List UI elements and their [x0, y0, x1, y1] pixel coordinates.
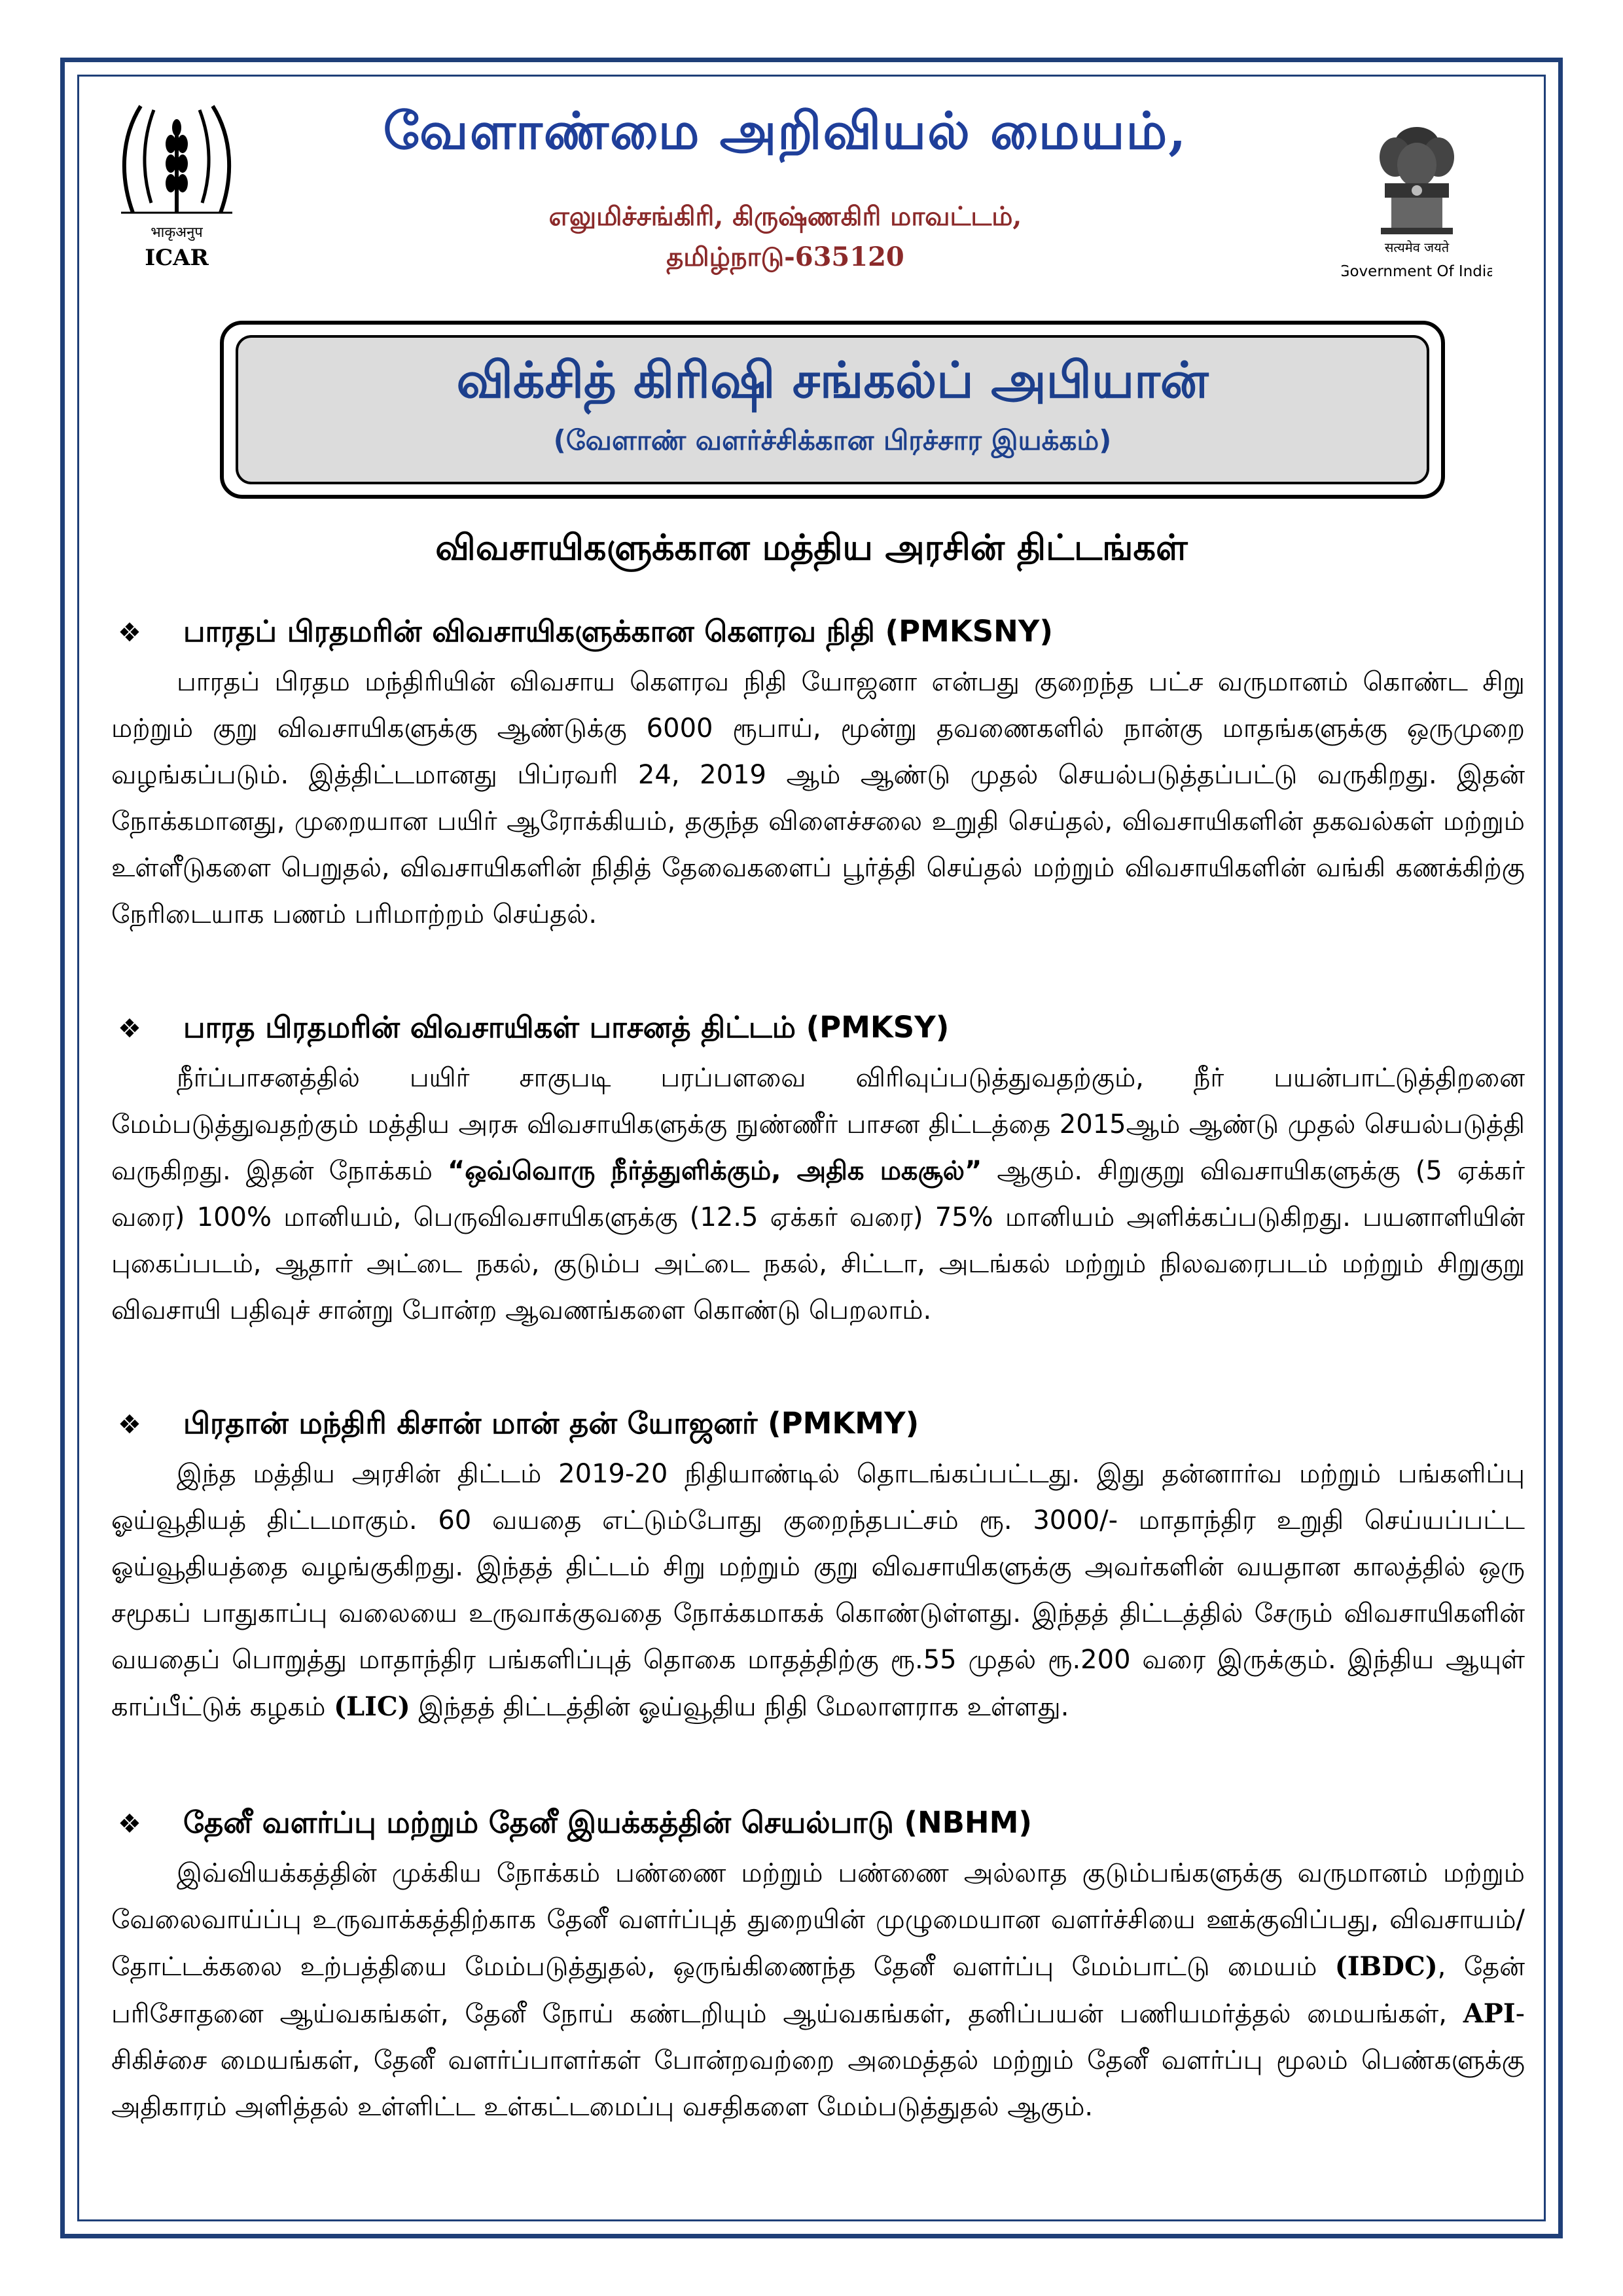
body-emphasis: (IBDC) [1334, 1951, 1438, 1982]
body-text: ஆகும். சிறுகுறு விவசாயிகளுக்கு (5 ஏக்கர் வரை) 100% மானியம், பெருவிவசாயிகளுக்கு (12.5 ஏக்கர் வரை) 75% மானியம் அளிக்கப்படுகிறது. பயனாளியின் புகைப்படம், ஆதார் அட்டை நகல், குடும்ப அட்டை நகல், சிட்டா, அடங்கல் மற்றும் நிலவரைபடம் மற்றும் சிறுகுறு விவசாயி பதிவுச் சான்று போன்ற ஆவணங்களை கொண்டு பெறலாம். [111, 1156, 1525, 1325]
emblem-motto: सत्यमेव जयते [1384, 240, 1450, 255]
address-line-1: எலுமிச்சங்கிரி, கிருஷ்ணகிரி மாவட்டம், [548, 201, 1022, 232]
body-text: இந்த மத்திய அரசின் திட்டம் 2019-20 நிதியாண்டில் தொடங்கப்பட்டது. இது தன்னார்வ மற்றும் பங்களிப்பு ஓய்வூதியத் திட்டமாகும். 60 வயதை எட்டும்போது குறைந்தபட்சம் ரூ. 3000/- மாதாந்திர உறுதி செய்யப்பட்ட ஓய்வூதியத்தை வழங்குகிறது. இந்தத் திட்டம் சிறு மற்றும் குறு விவசாயிகளுக்கு அவர்களின் வயதான காலத்தில் ஒரு சமூகப் பாதுகாப்பு வலையை உருவாக்குவதை நோக்கமாகக் கொண்டுள்ளது. இந்தத் திட்டத்தில் சேரும் விவசாயிகளின் வயதைப் பொறுத்து மாதாந்திர பங்களிப்புத் தொகை மாதத்திற்கு ரூ.55 முதல் ரூ.200 வரை இருக்கும். இந்திய ஆயுள் காப்பீட்டுக் கழகம் [111, 1459, 1525, 1722]
diamond-bullet-icon: ❖ [118, 1809, 141, 1839]
scheme-section-pmksny [111, 605, 1525, 938]
page-heading: விவசாயிகளுக்கான மத்திய அரசின் திட்டங்கள் [435, 527, 1188, 568]
section-heading-text: பாரதப் பிரதமரின் விவசாயிகளுக்கான கௌரவ நிதி (PMKSNY) [183, 614, 1053, 649]
section-heading [111, 605, 1525, 658]
diamond-bullet-icon: ❖ [118, 1014, 141, 1044]
section-heading-text: பாரத பிரதமரின் விவசாயிகள் பாசனத் திட்டம் (PMKSY) [183, 1010, 950, 1045]
section-heading [111, 1001, 1525, 1054]
section-heading-text: பிரதான் மந்திரி கிசான் மான் தன் யோஜனர் (PMKMY) [183, 1406, 919, 1441]
org-title: வேளாண்மை அறிவியல் மையம், [383, 101, 1188, 161]
section-heading-text: தேனீ வளர்ப்பு மற்றும் தேனீ இயக்கத்தின் செயல்பாடு (NBHM) [183, 1805, 1032, 1840]
scheme-section-pmkmy [111, 1397, 1525, 1731]
body-emphasis: API [1463, 1998, 1516, 2029]
address-line-2: தமிழ்நாடு-635120 [666, 242, 904, 272]
government-emblem [1342, 118, 1492, 288]
body-text: இவ்வியக்கத்தின் முக்கிய நோக்கம் பண்ணை மற்றும் பண்ணை அல்லாத குடும்பங்களுக்கு வருமானம் மற்றும் வேலைவாய்ப்பு உருவாக்கத்திற்காக தேனீ வளர்ப்புத் துறையின் முழுமையான வளர்ச்சியை ஊக்குவிப்பது, விவசாயம்/தோட்டக்கலை உற்பத்தியை மேம்படுத்துதல், ஒருங்கிணைந்த தேனீ வளர்ப்பு மேம்பாட்டு மையம் [111, 1858, 1525, 1982]
body-text: இந்தத் திட்டத்தின் ஓய்வூதிய நிதி மேலாளராக உள்ளது. [410, 1692, 1069, 1722]
body-text: , தேன் பரிசோதனை ஆய்வகங்கள், தேனீ நோய் கண்டறியும் ஆய்வகங்கள், தனிப்பயன் பணியமர்த்தல் மையங்கள், [111, 1952, 1525, 2029]
icar-emblem-icon [108, 98, 245, 281]
government-of-india-label: Government Of India [1342, 263, 1492, 280]
section-heading [111, 1797, 1525, 1849]
section-body [111, 1850, 1525, 2130]
campaign-banner-inner [236, 335, 1429, 484]
section-body: பாரதப் பிரதம மந்திரியின் விவசாய கௌரவ நிதி யோஜனா என்பது குறைந்த பட்ச வருமானம் கொண்ட சிறு மற்றும் குறு விவசாயிகளுக்கு ஆண்டுக்கு 6000 ரூபாய், மூன்று தவணைகளில் நான்கு மாதங்களுக்கு ஒருமுறை வழங்கப்படும். இத்திட்டமானது பிப்ரவரி 24, 2019 ஆம் ஆண்டு முதல் செயல்படுத்தப்பட்டு வருகிறது. இதன் நோக்கமானது, முறையான பயிர் ஆரோக்கியம், தகுந்த விளைச்சலை உறுதி செய்தல், விவசாயிகளின் தகவல்கள் மற்றும் உள்ளீடுகளை பெறுதல், விவசாயிகளின் நிதித் தேவைகளைப் பூர்த்தி செய்தல் மற்றும் விவசாயிகளின் வங்கி கணக்கிற்கு நேரிடையாக பணம் பரிமாற்றம் செய்தல். [111, 667, 1525, 929]
org-address [262, 196, 1309, 278]
diamond-bullet-icon: ❖ [118, 1410, 141, 1440]
section-body [111, 1055, 1525, 1334]
icar-hindi-label: भाकृअनुप [151, 224, 203, 241]
body-text: நீர்ப்பாசனத்தில் பயிர் சாகுபடி பரப்பளவை விரிவுப்படுத்துவதற்கும், நீர் பயன்பாட்டுத்திறனை மேம்படுத்துவதற்கும் மத்திய அரசு விவசாயிகளுக்கு நுண்ணீர் பாசன திட்டத்தை 2015ஆம் ஆண்டு முதல் செயல்படுத்தி வருகிறது. இதன் நோக்கம் [111, 1063, 1525, 1186]
section-body [111, 1451, 1525, 1731]
icar-logo [108, 98, 245, 281]
body-emphasis: (LIC) [334, 1691, 410, 1722]
body-text: -சிகிச்சை மையங்கள், தேனீ வளர்ப்பாளர்கள் போன்றவற்றை அமைத்தல் மற்றும் தேனீ வளர்ப்பு மூலம் பெண்களுக்கு அதிகாரம் அளித்தல் உள்ளிட்ட உள்கட்டமைப்பு வசதிகளை மேம்படுத்துதல் ஆகும். [111, 1999, 1525, 2122]
body-emphasis: “ஒவ்வொரு நீர்த்துளிக்கும், அதிக மகசூல்” [447, 1156, 982, 1186]
campaign-subtitle: (வேளாண் வளர்ச்சிக்கான பிரச்சார இயக்கம்) [553, 424, 1112, 456]
scheme-section-pmksy [111, 1001, 1525, 1334]
diamond-bullet-icon: ❖ [118, 618, 141, 648]
campaign-banner [220, 321, 1445, 499]
campaign-title: விக்சித் கிரிஷி சங்கல்ப் அபியான் [456, 351, 1209, 409]
icar-label: ICAR [145, 245, 209, 271]
scheme-section-nbhm [111, 1797, 1525, 2130]
section-heading [111, 1397, 1525, 1450]
ashoka-emblem-icon [1342, 118, 1492, 288]
